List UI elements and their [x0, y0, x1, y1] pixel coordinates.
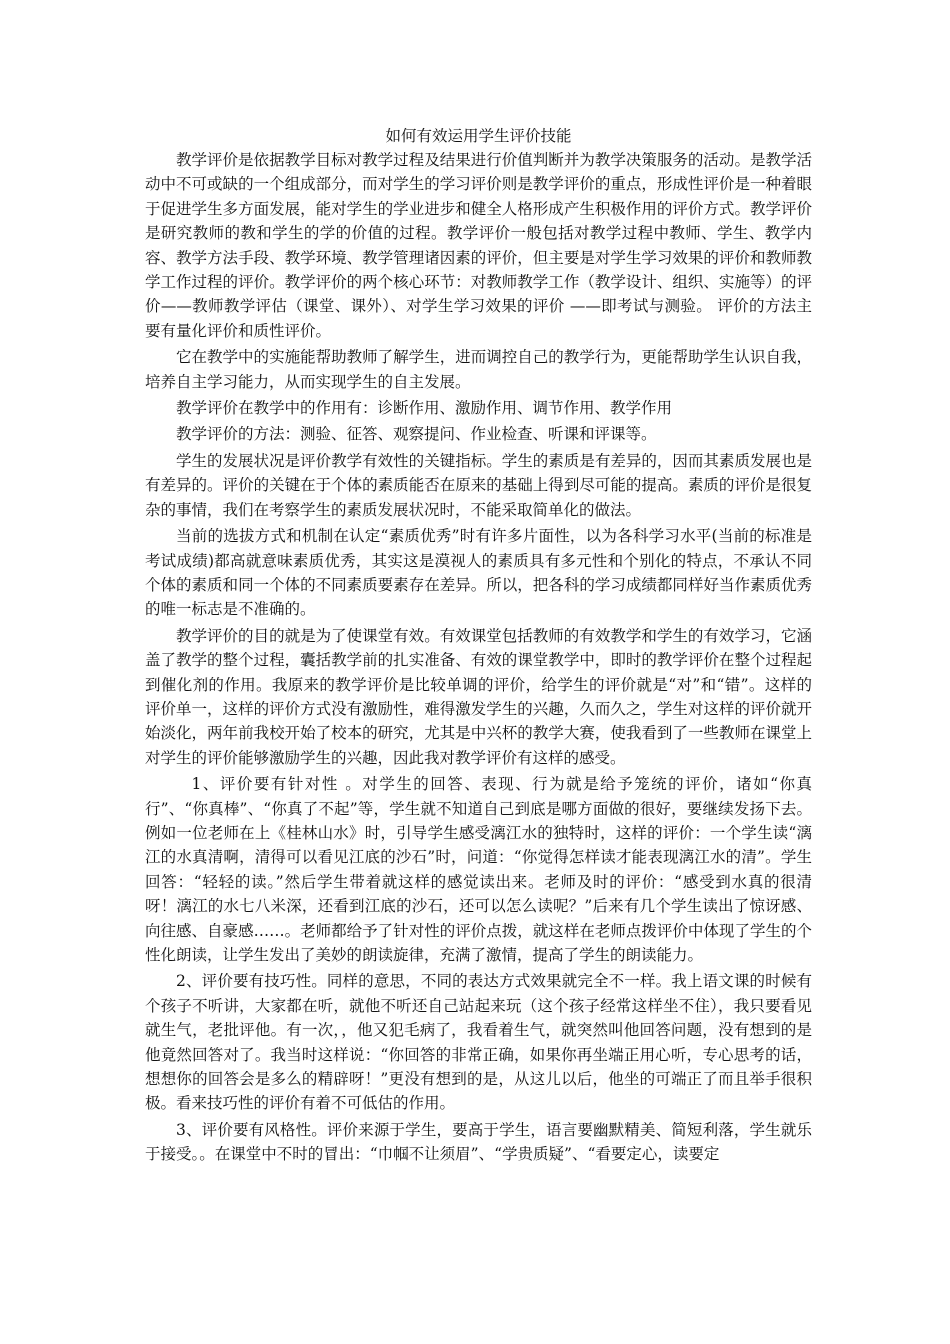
paragraph-7: 教学评价的目的就是为了使课堂有效。有效课堂包括教师的有效教学和学生的有效学习，它涵盖了教学的整个过程，囊括教学前的扎实准备、有效的课堂教学中，即时的教学评价在整个过程起到催化剂的作用。我原来的教学评价是比较单调的评价，给学生的评价就是“对”和“错”。这样的评价单一，这样的评价方式没有激励性，难得激发学生的兴趣，久而久之，学生对这样的评价就开始淡化，两年前我校开始了校本的研究，尤其是中兴杯的教学大赛，使我看到了一些教师在课堂上对学生的评价能够激励学生的兴趣，因此我对教学评价有这样的感受。	[145, 626, 812, 767]
paragraph-10: 3、评价要有风格性。评价来源于学生，要高于学生，语言要幽默精美、简短利落，学生就乐于接受。。在课堂中不时的冒出：“巾帼不让须眉”、“学贵质疑”、“看要定心，读要定	[145, 1120, 812, 1164]
paragraph-4: 教学评价的方法：测验、征答、观察提问、作业检查、听课和评课等。	[176, 425, 657, 444]
paragraph-3: 教学评价在教学中的作用有：诊断作用、激励作用、调节作用、教学作用	[176, 399, 673, 418]
document-title: 如何有效运用学生评价技能	[385, 127, 572, 145]
paragraph-9: 2、评价要有技巧性。同样的意思，不同的表达方式效果就完全不一样。我上语文课的时候有个孩子不听讲，大家都在听，就他不听还自己站起来玩（这个孩子经常这样坐不住），我只要看见就生气，老批评他。有一次，，他又犯毛病了，我看着生气，就突然叫他回答问题，没有想到的是他竟然回答对了。我当时这样说：“你回答的非常正确，如果你再坐端正用心听，专心思考的话，想想你的回答会是多么的精辟呀！”更没有想到的是，从这儿以后，他坐的可端正了而且举手很积极。看来技巧性的评价有着不可低估的作用。	[145, 972, 812, 1113]
paragraph-5: 学生的发展状况是评价教学有效性的关键指标。学生的素质是有差异的，因而其素质发展也是有差异的。评价的关键在于个体的素质能否在原来的基础上得到尽可能的提高。素质的评价是很复杂的事情，我们在考察学生的素质发展状况时，不能采取简单化的做法。	[145, 451, 812, 519]
paragraph-6: 当前的选拔方式和机制在认定“素质优秀”时有许多片面性，以为各科学习水平(当前的标准是考试成绩)都高就意味素质优秀，其实这是漠视人的素质具有多元性和个别化的特点，不承认不同个体的素质和同一个体的不同素质要素存在差异。所以，把各科的学习成绩都同样好当作素质优秀的唯一标志是不准确的。	[145, 527, 812, 619]
paragraph-2: 它在教学中的实施能帮助教师了解学生，进而调控自己的教学行为，更能帮助学生认识自我，培养自主学习能力，从而实现学生的自主发展。	[145, 348, 812, 391]
paragraph-1: 教学评价是依据教学目标对教学过程及结果进行价值判断并为教学决策服务的活动。是教学活动中不可或缺的一个组成部分，而对学生的学习评价则是教学评价的重点，形成性评价是一种着眼于促进学生多方面发展，能对学生的学业进步和健全人格形成产生积极作用的评价方式。教学评价是研究教师的教和学生的学的价值的过程。教学评价一般包括对教学过程中教师、学生、教学内容、教学方法手段、教学环境、教学管理诸因素的评价，但主要是对学生学习效果的评价和教师教学工作过程的评价。教学评价的两个核心环节：对教师教学工作（教学设计、组织、实施等）的评价——教师教学评估（课堂、课外）、对学生学习效果的评价 ——即考试与测验。 评价的方法主要有量化评价和质性评价。	[145, 151, 812, 340]
paragraph-8: 1、评价要有针对性 。对学生的回答、表现、行为就是给予笼统的评价，诸如“你真行”、“你真棒”、“你真了不起”等，学生就不知道自己到底是哪方面做的很好，要继续发扬下去。例如一位老师在上《桂林山水》时，引导学生感受漓江水的独特时，这样的评价：一个学生读“漓江的水真清啊，清得可以看见江底的沙石”时，问道：“你觉得怎样读才能表现漓江水的清”。学生回答：“轻轻的读。”然后学生带着就这样的感觉读出来。老师及时的评价：“感受到水真的很清呀！漓江的水七八米深，还看到江底的沙石，还可以怎么读呢？”后来有几个学生读出了惊讶感、向往感、自豪感……。老师都给予了针对性的评价点拨，就这样在老师点拨评价中体现了学生的个性化朗读，让学生发出了美妙的朗读旋律，充满了激情，提高了学生的朗读能力。	[145, 775, 812, 964]
